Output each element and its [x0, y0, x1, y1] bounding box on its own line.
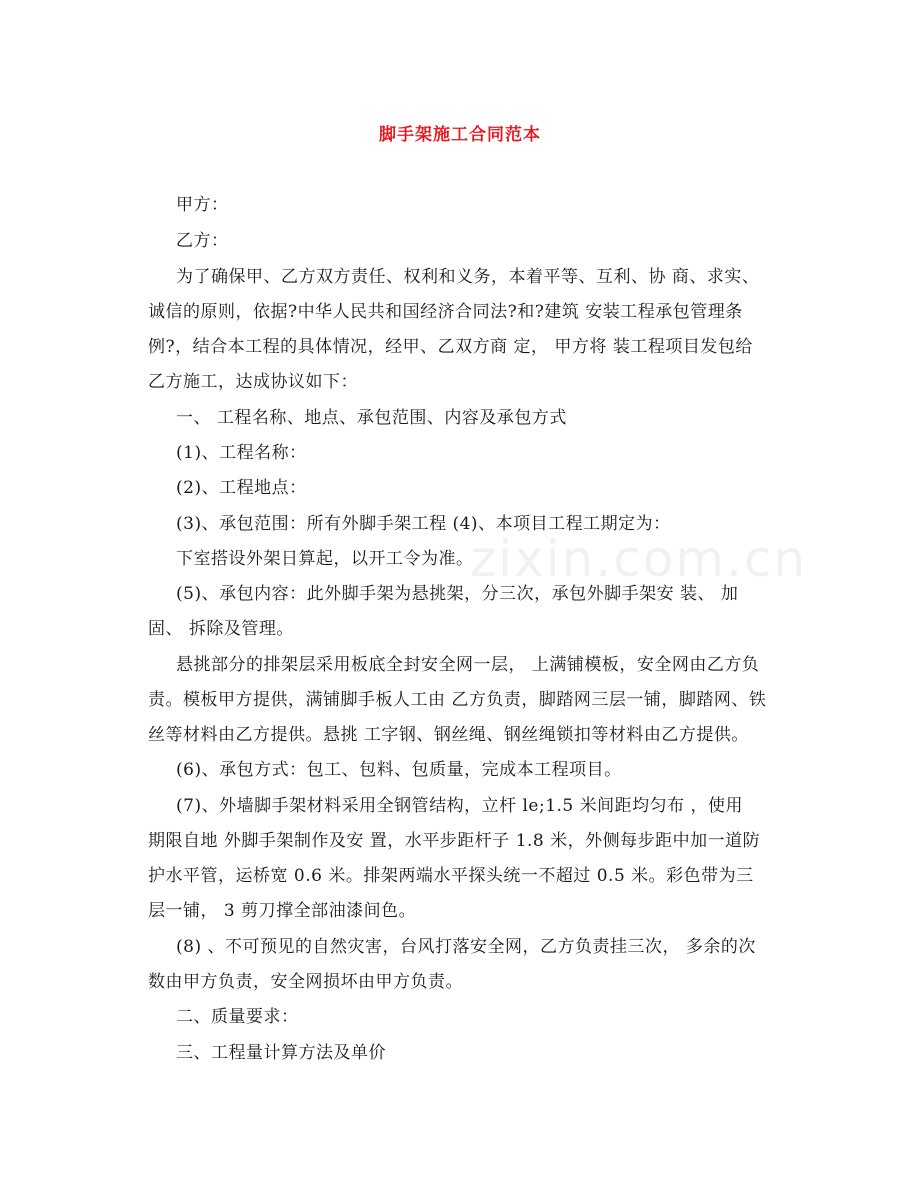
paragraph-line: (2)、工程地点： [176, 478, 307, 498]
section-heading: 二、质量要求： [176, 1007, 299, 1027]
paragraph-line: 例?，结合本工程的具体情况，经甲、乙双方商 定， 甲方将 装工程项目发包给 [148, 337, 753, 357]
paragraph-line: (6)、承包方式：包工、包料、包质量，完成本工程项目。 [176, 760, 622, 780]
paragraph-line: (5)、承包内容：此外脚手架为悬挑架，分三次，承包外脚手架安 装、 加 [176, 584, 739, 604]
paragraph-line: 悬挑部分的排架层采用板底全封安全网一层， 上满铺模板，安全网由乙方负 [176, 655, 760, 675]
section-heading: 一、 工程名称、地点、承包范围、内容及承包方式 [176, 408, 567, 428]
paragraph-line: 责。模板甲方提供，满铺脚手板人工由 乙方负责，脚踏网三层一铺，脚踏网、铁 [148, 690, 767, 710]
document-title: 脚手架施工合同范本 [379, 125, 541, 145]
paragraph-line: 诚信的原则，依据?中华人民共和国经济合同法?和?建筑 安装工程承包管理条 [148, 302, 743, 322]
paragraph-line: 固、 拆除及管理。 [148, 619, 294, 639]
paragraph-line: 护水平管，运桥宽 0.6 米。排架两端水平探头统一不超过 0.5 米。彩色带为三 [148, 866, 754, 886]
watermark: zixin.com.cn [470, 530, 808, 588]
paragraph-line: 为了确保甲、乙方双方责任、权利和义务，本着平等、互利、协 商、求实、 [176, 267, 760, 287]
section-heading: 三、工程量计算方法及单价 [176, 1043, 386, 1063]
paragraph-line: 乙方施工，达成协议如下： [148, 372, 358, 392]
party-b-line: 乙方： [176, 231, 229, 251]
paragraph-line: (1)、工程名称： [176, 443, 307, 463]
paragraph-line: 数由甲方负责，安全网损坏由甲方负责。 [148, 972, 463, 992]
paragraph-line: (3)、承包范围：所有外脚手架工程 (4)、本项目工程工期定为： [176, 514, 671, 534]
party-a-line: 甲方： [176, 195, 229, 215]
paragraph-line: 下室搭设外架日算起，以开工令为准。 [176, 549, 474, 569]
paragraph-line: 层一铺， 3 剪刀撑全部油漆间色。 [148, 901, 417, 921]
paragraph-line: 期限自地 外脚手架制作及安 置，水平步距杆子 1.8 米，外侧每步距中加一道防 [148, 831, 761, 851]
paragraph-line: (8) 、不可预见的自然灾害，台风打落安全网，乙方负责挂三次， 多余的次 [176, 937, 756, 957]
paragraph-line: (7)、外墙脚手架材料采用全钢管结构，立杆 le;1.5 米间距均匀布 ，使用 [176, 796, 744, 816]
paragraph-line: 丝等材料由乙方提供。悬挑 工字钢、钢丝绳、钢丝绳锁扣等材料由乙方提供。 [148, 725, 749, 745]
